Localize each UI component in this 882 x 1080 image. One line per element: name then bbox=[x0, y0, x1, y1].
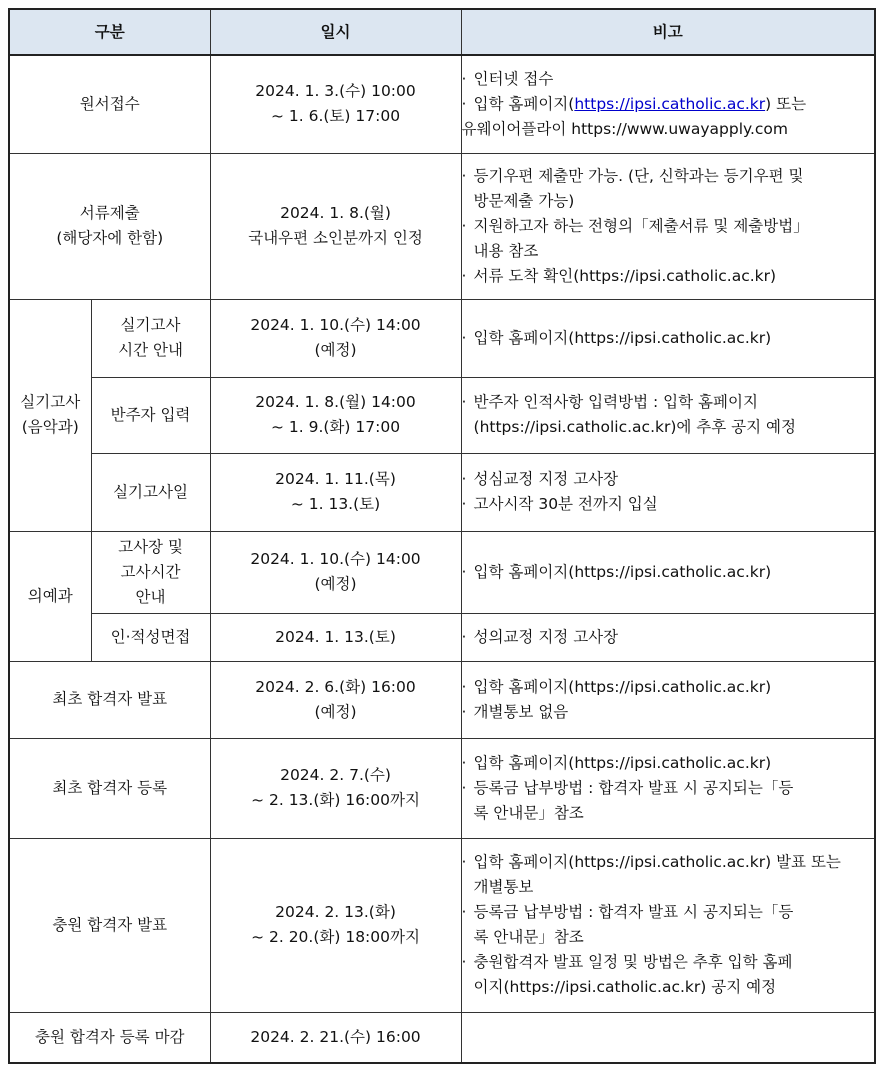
note-cell bbox=[461, 377, 875, 453]
note-text: 입학 홈페이지(https://ipsi.catholic.ac.kr) bbox=[473, 677, 772, 696]
subcategory-line: 안내 bbox=[135, 587, 166, 606]
note-text: 등록금 납부방법 : 합격자 발표 시 공지되는「등 록 안내문」참조 bbox=[473, 778, 794, 822]
category-cell: 최초 합격자 등록 bbox=[9, 738, 210, 838]
subcategory-cell bbox=[91, 531, 210, 613]
date-line: ~ 2. 13.(화) 16:00까지 bbox=[251, 791, 420, 809]
date-cell bbox=[210, 299, 461, 377]
note-item bbox=[462, 467, 875, 492]
bullet: · bbox=[461, 393, 467, 411]
note-cell bbox=[461, 153, 875, 299]
date-cell bbox=[210, 55, 461, 153]
row-first-register bbox=[9, 738, 875, 838]
note-item bbox=[462, 700, 875, 725]
subcategory-line: 시간 안내 bbox=[118, 341, 183, 359]
note-item bbox=[462, 675, 875, 700]
date-line: ~ 1. 13.(토) bbox=[290, 495, 381, 513]
note-text: 입학 홈페이지(https://ipsi.catholic.ac.kr) 발표 또는 개별통보 bbox=[473, 853, 841, 896]
note-item bbox=[462, 751, 875, 776]
note-text: 등록금 납부방법 : 합격자 발표 시 공지되는「등 록 안내문」참조 bbox=[473, 903, 794, 946]
date-line: 2024. 2. 13.(화) bbox=[275, 903, 396, 921]
group-cell-practical bbox=[9, 299, 91, 531]
subcategory-line: 고사장 및 bbox=[118, 537, 183, 556]
bullet: · bbox=[461, 216, 467, 235]
subcategory-cell: 인·적성면접 bbox=[91, 613, 210, 661]
note-item bbox=[462, 625, 875, 650]
note-text-prefix: 입학 홈페이지( bbox=[473, 94, 575, 113]
note-item bbox=[462, 560, 875, 585]
note-text: 입학 홈페이지(https://ipsi.catholic.ac.kr) bbox=[473, 328, 772, 347]
admissions-link[interactable]: https://ipsi.catholic.ac.kr bbox=[574, 94, 766, 113]
date-line: 2024. 2. 6.(화) 16:00 bbox=[255, 677, 416, 696]
subcategory-line: 고사시간 bbox=[120, 562, 181, 581]
note-text: 입학 홈페이지(https://ipsi.catholic.ac.kr) bbox=[473, 562, 772, 581]
note-item bbox=[462, 390, 875, 440]
date-line: 2024. 1. 3.(수) 10:00 bbox=[255, 82, 416, 101]
note-text: 인터넷 접수 bbox=[473, 69, 554, 88]
bullet: · bbox=[461, 470, 467, 488]
bullet: · bbox=[461, 753, 467, 772]
note-text: 성심교정 지정 고사장 bbox=[473, 470, 619, 488]
note-cell bbox=[461, 738, 875, 838]
row-additional-announce bbox=[9, 838, 875, 1012]
subcategory-cell: 반주자 입력 bbox=[91, 377, 210, 453]
bullet: · bbox=[461, 166, 467, 185]
bullet: · bbox=[461, 69, 467, 88]
date-line: (예정) bbox=[314, 702, 357, 721]
group-line: 실기고사 bbox=[20, 393, 81, 411]
header-note: 비고 bbox=[461, 9, 875, 55]
bullet: · bbox=[461, 702, 467, 721]
category-cell: 최초 합격자 발표 bbox=[9, 661, 210, 738]
note-text: 입학 홈페이지(https://ipsi.catholic.ac.kr) bbox=[473, 753, 772, 772]
note-cell bbox=[461, 55, 875, 153]
note-cell bbox=[461, 531, 875, 613]
date-line: 2024. 2. 7.(수) bbox=[280, 766, 391, 784]
note-text: 등기우편 제출만 가능. (단, 신학과는 등기우편 및 방문제출 가능) bbox=[473, 166, 804, 210]
bullet: · bbox=[461, 266, 467, 285]
date-cell bbox=[210, 153, 461, 299]
subcategory-cell bbox=[91, 299, 210, 377]
category-cell: 충원 합격자 등록 마감 bbox=[9, 1012, 210, 1063]
note-item bbox=[462, 164, 875, 214]
note-item bbox=[462, 492, 875, 517]
group-cell-medicine: 의예과 bbox=[9, 531, 91, 661]
schedule-table bbox=[8, 8, 876, 1064]
row-first-announce bbox=[9, 661, 875, 738]
date-cell bbox=[210, 838, 461, 1012]
date-cell bbox=[210, 738, 461, 838]
note-item bbox=[462, 92, 875, 117]
date-cell: 2024. 1. 13.(토) bbox=[210, 613, 461, 661]
bullet: · bbox=[461, 677, 467, 696]
note-text: 서류 도착 확인(https://ipsi.catholic.ac.kr) bbox=[473, 266, 777, 285]
note-text: 반주자 인적사항 입력방법 : 입학 홈페이지 (https://ipsi.catholic.ac.kr)에 추후 공지 예정 bbox=[473, 393, 796, 436]
row-documents bbox=[9, 153, 875, 299]
note-item bbox=[462, 214, 875, 264]
note-text-suffix: ) 또는 bbox=[765, 94, 807, 113]
note-cell bbox=[461, 453, 875, 531]
subcategory-line: 실기고사 bbox=[120, 316, 181, 334]
bullet: · bbox=[461, 328, 467, 347]
note-item bbox=[462, 850, 875, 900]
date-cell: 2024. 2. 21.(수) 16:00 bbox=[210, 1012, 461, 1063]
note-continuation: 유웨이어플라이 https://www.uwayapply.com bbox=[461, 119, 788, 138]
bullet: · bbox=[461, 778, 467, 797]
bullet: · bbox=[461, 953, 467, 971]
note-item bbox=[462, 776, 875, 826]
category-line: (해당자에 한함) bbox=[56, 229, 164, 247]
date-line: 2024. 1. 10.(수) 14:00 bbox=[250, 316, 421, 334]
bullet: · bbox=[461, 495, 467, 513]
category-cell bbox=[9, 153, 210, 299]
note-text: 지원하고자 하는 전형의「제출서류 및 제출방법」 내용 참조 bbox=[473, 216, 809, 260]
date-line: ~ 1. 9.(화) 17:00 bbox=[270, 418, 401, 436]
row-application bbox=[9, 55, 875, 153]
category-cell: 원서접수 bbox=[9, 55, 210, 153]
row-practical-accompanist bbox=[9, 377, 875, 453]
bullet: · bbox=[461, 627, 467, 646]
bullet: · bbox=[461, 562, 467, 581]
row-medicine-guide bbox=[9, 531, 875, 613]
bullet: · bbox=[461, 903, 467, 921]
note-cell bbox=[461, 1012, 875, 1063]
note-cell bbox=[461, 613, 875, 661]
row-practical-guide bbox=[9, 299, 875, 377]
category-cell: 충원 합격자 발표 bbox=[9, 838, 210, 1012]
note-text: 고사시작 30분 전까지 입실 bbox=[473, 495, 658, 513]
note-cell bbox=[461, 299, 875, 377]
note-item bbox=[462, 264, 875, 289]
date-line: 2024. 1. 8.(월) bbox=[280, 204, 391, 222]
header-date: 일시 bbox=[210, 9, 461, 55]
date-line: ~ 1. 6.(토) 17:00 bbox=[270, 107, 401, 126]
date-cell bbox=[210, 377, 461, 453]
date-line: 2024. 1. 8.(월) 14:00 bbox=[255, 393, 416, 411]
note-item bbox=[462, 900, 875, 950]
bullet: · bbox=[461, 94, 467, 113]
row-medicine-interview bbox=[9, 613, 875, 661]
date-line: 국내우편 소인분까지 인정 bbox=[248, 229, 423, 247]
date-line: (예정) bbox=[314, 575, 357, 593]
row-additional-register bbox=[9, 1012, 875, 1063]
note-text: 성의교정 지정 고사장 bbox=[473, 627, 619, 646]
date-cell bbox=[210, 661, 461, 738]
row-practical-examday bbox=[9, 453, 875, 531]
note-cell bbox=[461, 838, 875, 1012]
header-category: 구분 bbox=[9, 9, 210, 55]
note-item bbox=[462, 326, 875, 351]
note-text: 개별통보 없음 bbox=[473, 702, 569, 721]
group-line: (음악과) bbox=[21, 418, 79, 436]
date-cell bbox=[210, 531, 461, 613]
note-cell bbox=[461, 661, 875, 738]
date-line: ~ 2. 20.(화) 18:00까지 bbox=[251, 928, 420, 946]
note-item bbox=[462, 67, 875, 92]
date-cell bbox=[210, 453, 461, 531]
subcategory-cell: 실기고사일 bbox=[91, 453, 210, 531]
date-line: (예정) bbox=[314, 341, 357, 359]
header-row bbox=[9, 9, 875, 55]
note-text: 충원합격자 발표 일정 및 방법은 추후 입학 홈페 이지(https://ipsi.catholic.ac.kr) 공지 예정 bbox=[473, 953, 793, 996]
note-text bbox=[474, 92, 875, 117]
date-line: 2024. 1. 10.(수) 14:00 bbox=[250, 550, 421, 568]
note-item bbox=[462, 950, 875, 1000]
category-line: 서류제출 bbox=[79, 204, 140, 222]
date-line: 2024. 1. 11.(목) bbox=[275, 470, 396, 488]
bullet: · bbox=[461, 853, 467, 871]
